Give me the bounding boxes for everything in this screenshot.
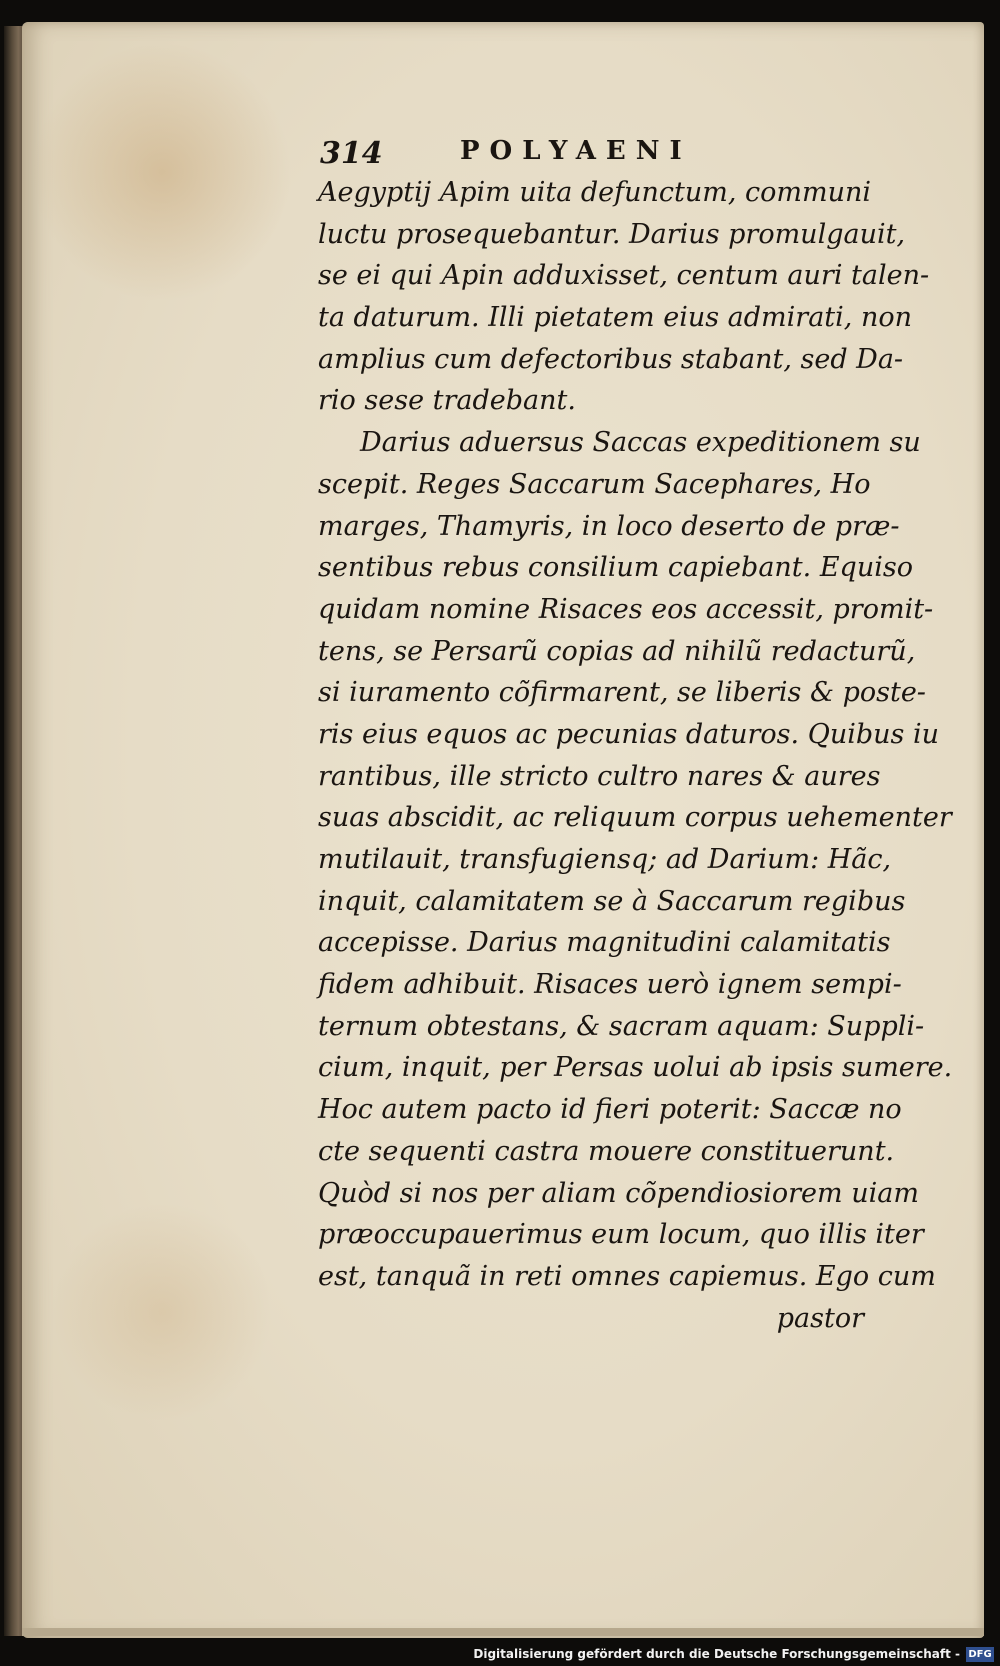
funding-credit: Digitalisierung gefördert durch die Deutsche Forschungsgemeinschaft - (473, 1647, 960, 1661)
dfg-logo-icon: DFG (966, 1647, 994, 1662)
text-line: Hoc autem pacto id fieri poterit: Saccæ no (318, 1094, 902, 1126)
text-line: ternum obtestans, & sacram aquam: Suppli- (318, 1010, 925, 1042)
text-line: amplius cum defectoribus stabant, sed Da- (318, 343, 904, 375)
text-line: quidam nomine Risaces eos accessit, promit- (318, 593, 934, 625)
text-line: Aegyptij Apim uita defunctum, communi (318, 177, 872, 208)
text-line: est, tanquã in reti omnes capiemus. Ego cum (318, 1260, 936, 1292)
text-line: se ei qui Apin adduxisset, centum auri talen- (318, 260, 930, 292)
text-line: cium, inquit, per Persas uolui ab ipsis sumere. (318, 1052, 953, 1084)
foxing-stain (52, 1202, 272, 1422)
text-line: rio sese tradebant. (318, 385, 576, 417)
text-line: præoccupauerimus eum locum, quo illis iter (318, 1219, 924, 1251)
text-line: suas abscidit, ac reliquum corpus uehementer (318, 802, 952, 834)
text-line: inquit, calamitatem se à Saccarum regibus (318, 885, 906, 917)
foxing-stain (32, 42, 292, 302)
paragraph-2 (318, 422, 953, 1297)
catchword: pastor (776, 1302, 864, 1334)
text-line: mutilauit, transfugiensq; ad Darium: Hãc, (318, 844, 892, 875)
text-line: ris eius equos ac pecunias daturos. Quibus iu (318, 718, 939, 750)
text-line: luctu prosequebantur. Darius promulgauit, (318, 218, 906, 250)
body-text (318, 172, 953, 1339)
text-line: si iuramento cõfirmarent, se liberis & poste- (318, 677, 926, 709)
text-line: fidem adhibuit. Risaces uerò ignem sempi- (318, 969, 902, 1001)
text-line: ta daturum. Illi pietatem eius admirati, non (318, 302, 912, 334)
text-line: scepit. Reges Saccarum Sacephares, Ho (318, 468, 871, 500)
text-line: Darius aduersus Saccas expeditionem su (360, 427, 921, 459)
text-line: rantibus, ille stricto cultro nares & aures (318, 760, 881, 792)
text-line: accepisse. Darius magnitudini calamitatis (318, 927, 891, 959)
text-line: tens, se Persarũ copias ad nihilũ redacturũ, (318, 635, 916, 667)
footer-bar (0, 1644, 1000, 1666)
paragraph-1 (318, 172, 930, 422)
page-number: 314 (320, 136, 383, 171)
text-line: cte sequenti castra mouere constituerunt. (318, 1135, 895, 1167)
text-line: Quòd si nos per aliam cõpendiosiorem uiam (318, 1177, 919, 1209)
text-line: marges, Thamyris, in loco deserto de præ- (318, 510, 900, 542)
running-title: POLYAENI (460, 136, 692, 166)
page-bottom-edge (22, 1628, 984, 1636)
page-header (320, 136, 860, 172)
text-line: sentibus rebus consilium capiebant. Equiso (318, 552, 913, 584)
